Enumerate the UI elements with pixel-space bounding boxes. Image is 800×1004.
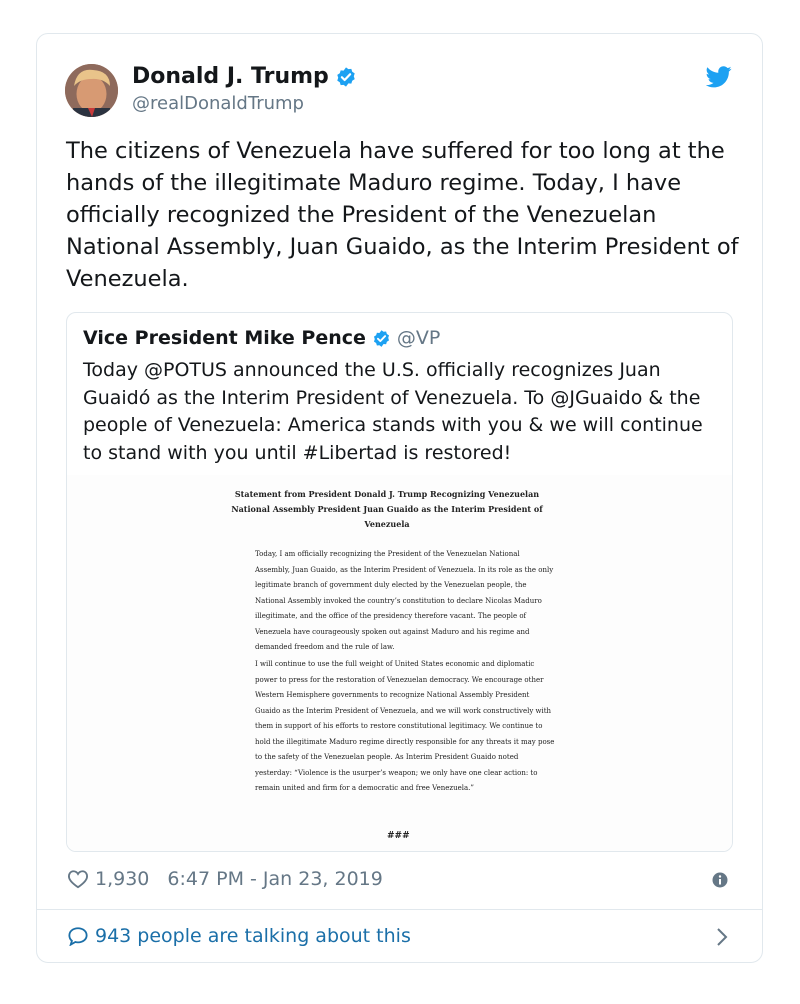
heart-icon[interactable] [67,869,89,889]
chevron-right-icon[interactable] [716,927,728,947]
tweet-text: The citizens of Venezuela have suffered for too long at the hands of the illegitimate Maduro regime. Today, I have officially recognized the President of the Venezuelan National Assembly, Juan Guaido, as the Interim President of Venezuela. [66,138,739,292]
verified-badge-icon [372,329,391,348]
document-end-mark: ### [387,831,410,841]
twitter-bird-icon[interactable] [706,66,732,88]
author-name-row[interactable] [132,64,357,89]
quoted-tweet-header [83,327,440,349]
tweet-meta [67,868,383,890]
conversation-count[interactable]: 943 people are talking about this [95,925,411,947]
author-name[interactable]: Donald J. Trump [132,64,329,89]
verified-badge-icon [335,66,357,88]
statement-document-image[interactable] [67,475,732,851]
divider [37,909,762,910]
info-icon[interactable] [712,872,728,888]
document-paragraph: Today, I am officially recognizing the President of the Venezuelan National Assembly, Juan Guaido, as the Interim President of Venezuela. In its role as the only legitimate branch of government duly elected by the Venezuelan people, the National Assembly invoked the country’s constitution to declare Nicolas Maduro illegitimate, and the office of the presidency therefore vacant. The people of Venezuela have courageously spoken out against Maduro and his regime and demanded freedom and the rule of law. [255,550,554,651]
document-title: Statement from President Donald J. Trump Recognizing Venezuelan National Assembly President Juan Guaido as the Interim President of Venezuela [231,489,543,529]
profile-photo [65,64,118,117]
author-avatar[interactable] [65,64,118,117]
quoted-author-handle[interactable]: @VP [396,327,441,349]
author-handle[interactable]: @realDonaldTrump [132,93,304,114]
quoted-tweet-text: Today @POTUS announced the U.S. officially recognizes Juan Guaidó as the Interim President of Venezuela. To @JGuaido & the people of Venezuela: America stands with you & we will continue to stand with you until #Libertad is restored! [83,359,703,464]
comment-bubble-icon [67,926,89,946]
quoted-tweet[interactable] [66,312,733,852]
embedded-tweet-card [36,33,763,963]
document-paragraph: I will continue to use the full weight of United States economic and diplomatic power to press for the restoration of Venezuelan democracy. We encourage other Western Hemisphere governments to recognize National Assembly President Guaido as the Interim President of Venezuela, and we will work constructively with them in support of his efforts to restore constitutional legitimacy. We continue to hold the illegitimate Maduro regime directly responsible for any threats it may pose to the safety of the Venezuelan people. As Interim President Guaido noted yesterday: “Violence is the usurper’s weapon; we only have one clear action: to remain united and firm for a democratic and free Venezuela.” [255,660,555,792]
like-count[interactable]: 1,930 [95,868,150,890]
conversation-link[interactable] [67,925,411,947]
quoted-author-name[interactable]: Vice President Mike Pence [83,327,366,349]
tweet-timestamp[interactable]: 6:47 PM - Jan 23, 2019 [167,868,383,890]
